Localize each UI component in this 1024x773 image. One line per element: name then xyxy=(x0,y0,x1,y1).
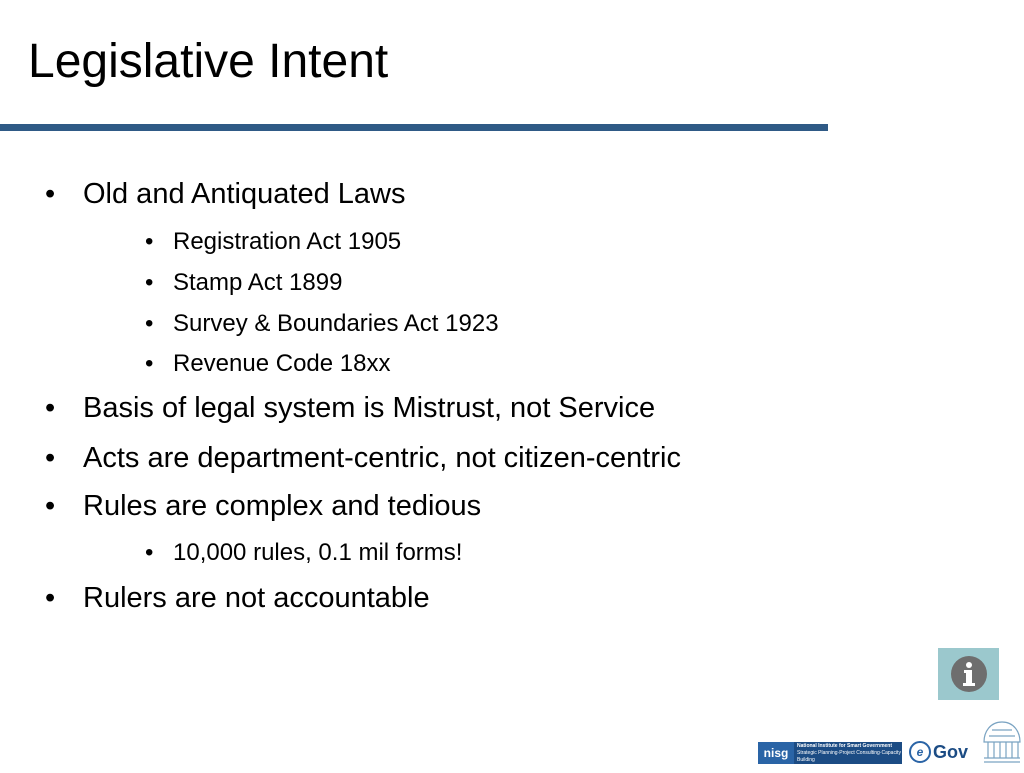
bullet-text: Survey & Boundaries Act 1923 xyxy=(173,310,499,337)
bullet-text: Rules are complex and tedious xyxy=(83,490,482,522)
bullet-text: Registration Act 1905 xyxy=(173,228,402,255)
bullet-dot: • xyxy=(45,392,56,424)
sub-bullet-item xyxy=(145,310,499,338)
nisg-logo-line1: National Institute for Smart Government xyxy=(797,742,893,749)
bullet-text: Revenue Code 18xx xyxy=(173,350,391,377)
bullet-dot: • xyxy=(45,582,56,614)
bullet-text: Stamp Act 1899 xyxy=(173,269,343,296)
bullet-item xyxy=(45,442,681,475)
nisg-logo-line2: Strategic Planning·Project Consulting·Capacity Building xyxy=(797,749,901,763)
nisg-logo xyxy=(758,742,902,764)
bullet-item xyxy=(45,490,482,523)
bullet-dot: • xyxy=(145,350,154,377)
egov-logo-e: e xyxy=(909,741,931,763)
info-icon xyxy=(949,654,989,694)
bullet-dot: • xyxy=(45,178,56,210)
bullet-dot: • xyxy=(145,539,154,566)
bullet-item xyxy=(45,392,656,425)
bullet-text: Basis of legal system is Mistrust, not Service xyxy=(83,392,656,424)
bullet-dot: • xyxy=(145,228,154,255)
slide-title: Legislative Intent xyxy=(28,35,389,88)
nisg-logo-mark: nisg xyxy=(758,742,794,764)
bullet-item xyxy=(45,582,430,615)
footer-logos xyxy=(758,714,1024,768)
nisg-logo-text xyxy=(794,743,902,764)
sub-bullet-item xyxy=(145,228,402,256)
egov-logo xyxy=(909,738,971,766)
egov-logo-text: Gov xyxy=(933,741,969,762)
bullet-dot: • xyxy=(145,269,154,296)
info-button[interactable] xyxy=(938,648,999,700)
bullet-item xyxy=(45,178,406,211)
bullet-dot: • xyxy=(45,442,56,474)
sub-bullet-item xyxy=(145,350,391,378)
bullet-text: Rulers are not accountable xyxy=(83,582,430,614)
bullet-dot: • xyxy=(45,490,56,522)
bullet-dot: • xyxy=(145,310,154,337)
sub-bullet-item xyxy=(145,269,343,297)
bullet-text: Acts are department-centric, not citizen-centric xyxy=(83,442,681,474)
sub-bullet-item xyxy=(145,539,463,567)
emblem-logo xyxy=(980,718,1024,768)
bullet-text: Old and Antiquated Laws xyxy=(83,178,406,210)
bullet-text: 10,000 rules, 0.1 mil forms! xyxy=(173,539,463,566)
